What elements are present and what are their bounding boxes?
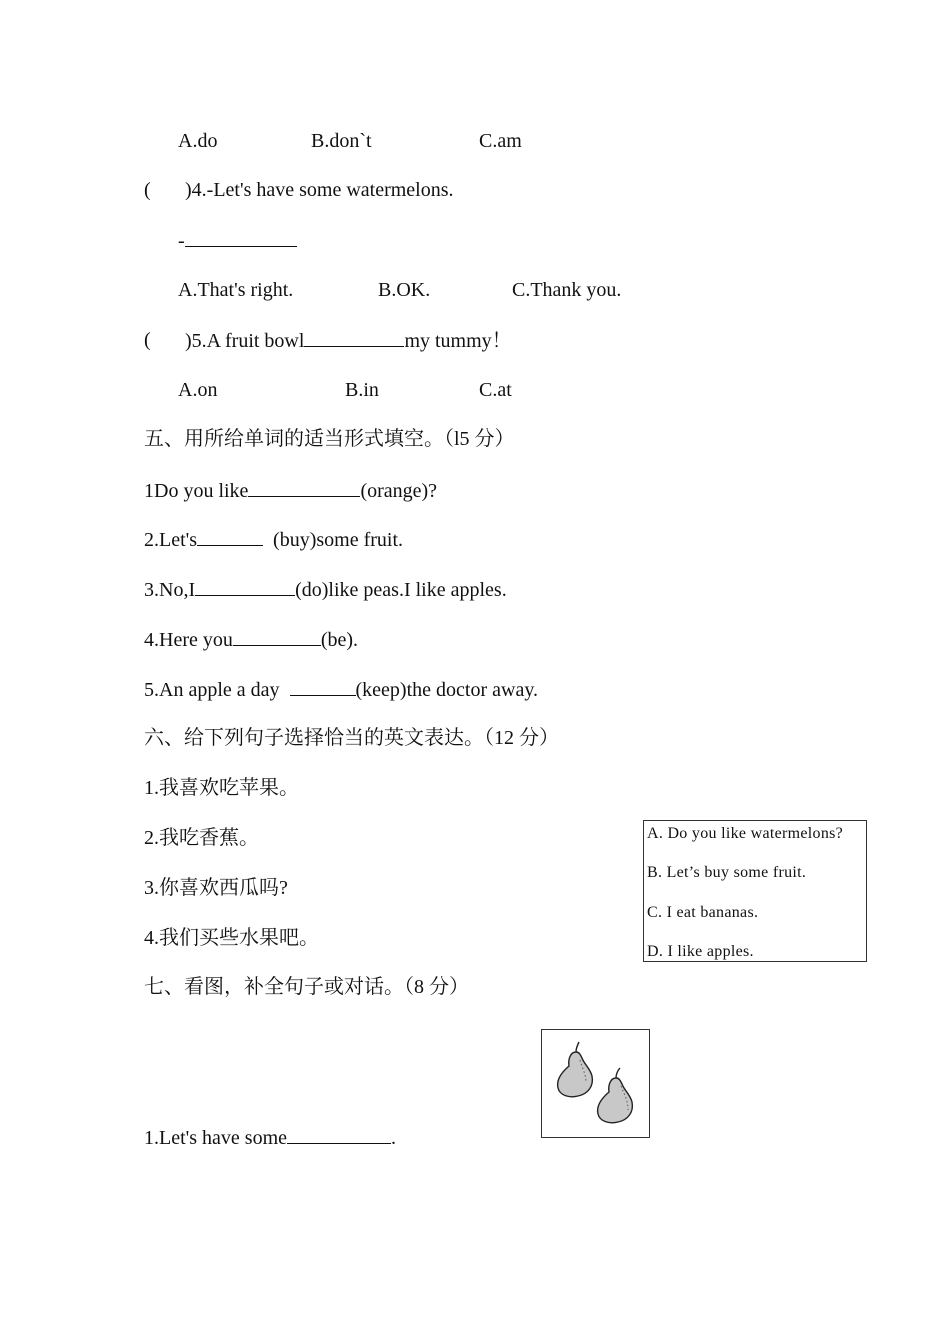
s6-item-4: 4.我们买些水果吧。: [144, 927, 319, 949]
q4-answer-line: -: [178, 228, 297, 253]
s6-item-2: 2.我吃香蕉。: [144, 827, 259, 849]
q4-answer-blank[interactable]: [185, 228, 297, 247]
s6-item-1: 1.我喜欢吃苹果。: [144, 777, 299, 799]
q4-option-c: C.Thank you.: [512, 279, 622, 301]
q5-option-c: C.at: [479, 379, 512, 401]
q5-paren: (: [144, 329, 151, 351]
q3-option-b: B.don`t: [311, 130, 372, 152]
s6-choice-c: C. I eat bananas.: [647, 904, 759, 921]
q5-option-a: A.on: [178, 379, 218, 401]
s5-blank-4[interactable]: [233, 627, 321, 646]
s6-choice-a: A. Do you like watermelons?: [647, 825, 844, 842]
s6-choice-d: D. I like apples.: [647, 943, 754, 960]
s5-item-3: 3.No,I (do)like peas.I like apples.: [144, 579, 507, 601]
s5-blank-1[interactable]: [248, 478, 360, 497]
q5-option-b: B.in: [345, 379, 379, 401]
pears-picture: [541, 1029, 650, 1138]
q4-option-a: A.That's right.: [178, 279, 294, 301]
s5-blank-3[interactable]: [195, 577, 295, 596]
s6-choices-box: [643, 820, 867, 962]
q4-option-b: B.OK.: [378, 279, 431, 301]
q3-option-a: A.do: [178, 130, 218, 152]
s5-blank-2[interactable]: [197, 527, 263, 546]
s7-item-1: 1.Let's have some .: [144, 1127, 397, 1149]
q5-question: )5.A fruit bowl my tummy！: [185, 330, 512, 352]
section5-title: 五、用所给单词的适当形式填空。（l5 分）: [144, 428, 515, 450]
q3-option-c: C.am: [479, 130, 522, 152]
pears-icon: [542, 1030, 648, 1136]
s5-item-1: 1Do you like (orange)?: [144, 480, 438, 502]
q5-blank[interactable]: [304, 328, 404, 347]
q4-paren: (: [144, 179, 151, 201]
section6-title: 六、给下列句子选择恰当的英文表达。（12 分）: [144, 727, 559, 749]
section7-title: 七、看图，补全句子或对话。（8 分）: [144, 976, 469, 998]
s5-item-4: 4.Here you (be).: [144, 629, 359, 651]
q4-question: )4.-Let's have some watermelons.: [185, 179, 454, 201]
s5-item-5: 5.An apple a day (keep)the doctor away.: [144, 679, 539, 701]
s6-choice-b: B. Let’s buy some fruit.: [647, 864, 807, 881]
s5-item-2: 2.Let's (buy)some fruit.: [144, 529, 404, 551]
s7-blank-1[interactable]: [287, 1125, 391, 1144]
s6-item-3: 3.你喜欢西瓜吗?: [144, 877, 288, 899]
s5-blank-5[interactable]: [290, 677, 356, 696]
